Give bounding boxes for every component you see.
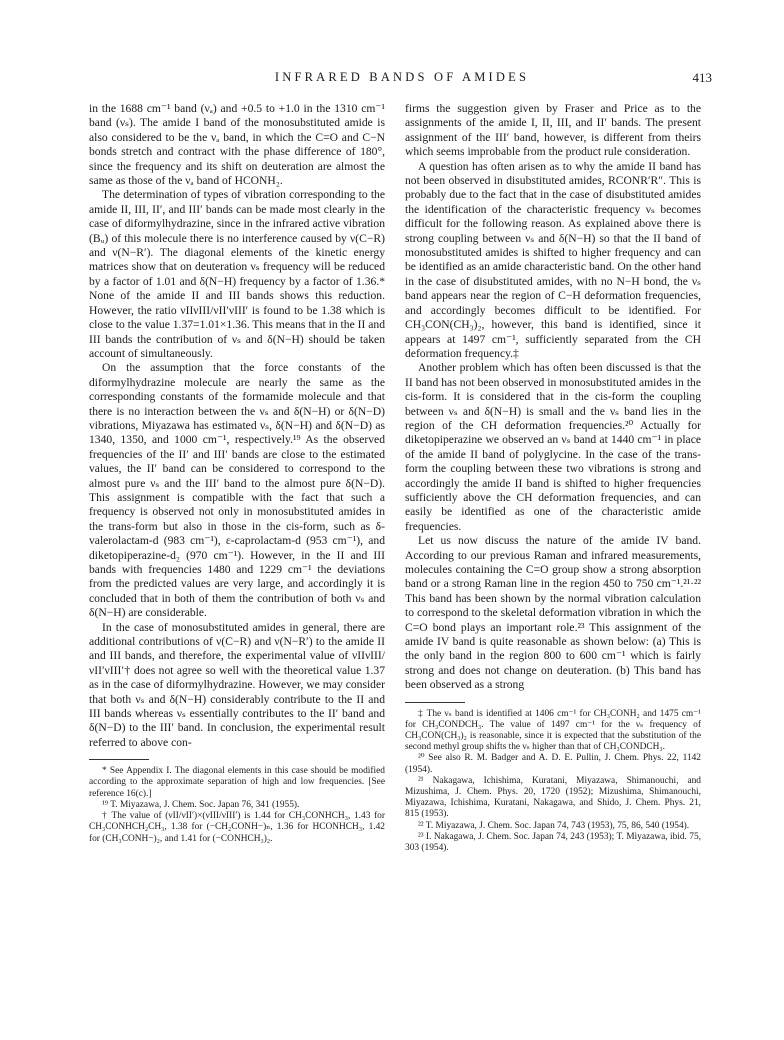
body-paragraph: On the assumption that the force constants of the diformylhydrazine molecule are nearly the same as the corresponding constants of the formamide molecule and that there is no interaction between the νₛ and δ(N−H) or δ(N−D) vibrations, Miyazawa has estimated νₛ, δ(N−H) and δ(N−D) as 1340, 1350, and 1000 cm⁻¹, respectively.¹⁹ As the observed frequencies of the II′ and III′ bands are close to the estimated values, the II′ band can be considered to correspond to the almost pure νₛ and the III′ band to the almost pure δ(N−D). This assignment is compatible with the fact that such a frequency is observed not only in monosubstituted amides in the trans-form but also in those in the cis-form, such as δ-valerolactam-d (983 cm⁻¹), ε-caprolactam-d (953 cm⁻¹), and diketopiperazine-d₂ (970 cm⁻¹). However, in the II and III bands with frequencies 1480 and 1229 cm⁻¹ the deviations from the predicted values are very large, and accordingly it is concluded that in both of them the contribution of both νₛ and δ(N−H) are considerable. [89,361,385,620]
body-paragraph: In the case of monosubstituted amides in general, there are additional contributions of ν(C−R) and ν(N−R′) to the amide II and III bands, and therefore, the experimental value of νIIνIII/νII′νIII′† does not agree so well with the theoretical value 1.37 as in the case of diformylhydrazine. However, we may consider that both νₛ and δ(N−H) considerably contribute to the II and III bands whereas νₛ essentially contributes to the II′ band and δ(N−D) to the III′ band. In conclusion, the experimental result referred to above con- [89,620,385,749]
footnote: ²¹ Nakagawa, Ichishima, Kuratani, Miyazawa, Shimanouchi, and Mizushima, J. Chem. Phys. 20, 1720 (1952); Mizushima, Shimanouchi, Miyazawa, Ichishima, Kuratani, Nakagawa, and Shido, J. Chem. Phys. 21, 815 (1953). [405,775,701,820]
footnote: ²² T. Miyazawa, J. Chem. Soc. Japan 74, 743 (1953), 75, 86, 540 (1954). [418,820,690,831]
footnote: ²³ I. Nakagawa, J. Chem. Soc. Japan 74, 243 (1953); T. Miyazawa, ibid. 75, 303 (1954). [405,831,701,854]
body-paragraph: Let us now discuss the nature of the amide IV band. According to our previous Raman and infrared measurements, molecules containing the C=O group show a strong absorption band or a strong Raman line in the region 450 to 750 cm⁻¹.²¹·²² This band has been shown by the normal vibration calculation to correspond to the skeletal deformation vibration in which the C=O bond plays an important role.²³ This assignment of the amide IV band is quite reasonable as shown below: (a) This is the only band in the region 800 to 600 cm⁻¹ which is fairly strong and does not change on deuteration. (b) This band has been observed as a strong [405,534,701,692]
footnote: ‡ The νₛ band is identified at 1406 cm⁻¹ for CH₃CONH₂ and 1475 cm⁻¹ for CH₃CONDCH₃. The value of 1497 cm⁻¹ for the νₛ frequency of CH₃CON(CH₃)₂ is reasonable, since it is expected that the substitution of the second methyl group shifts the νₛ higher than that of CH₃CONDCH₃. [405,708,701,753]
footnote-divider [89,759,149,760]
footnote: ²⁰ See also R. M. Badger and A. D. E. Pullin, J. Chem. Phys. 22, 1142 (1954). [405,753,701,775]
footnote-divider [405,702,465,703]
body-paragraph: A question has often arisen as to why the amide II band has not been observed in disubstituted amides, RCONR′R″. This is probably due to the fact that in the case of disubstituted amides the identification of the characteristic frequency νₛ becomes difficult for the following reason. As explained above there is strong coupling between νₛ and δ(N−H) so that the II band of monosubstituted amides is shifted to higher frequency and can be identified as an amide characteristic band. On the other hand in the case of disubstituted amides, with no N−H bond, the νₛ band appears near the region of C−H deformation frequencies, and accordingly becomes difficult to be identified. For CH₃CON(CH₃)₂, however, this band is identified, since it appears at 1497 cm⁻¹, sufficiently separated from the CH deformation frequency.‡ [405,159,701,360]
body-paragraph: Another problem which has often been discussed is that the II band has not been observed in monosubstituted amides in the cis-form. It is considered that in the cis-form the coupling between νₛ and δ(N−H) is small and the νₛ band lies in the region of the CH deformation frequencies.²⁰ Actually for diketopiperazine we observed an νₛ band at 1440 cm⁻¹ in place of the amide II band of polyglycine. In the case of the trans-form the coupling between these two vibrations is strong and accordingly the amide II band is shifted to higher frequencies sufficiently above the CH deformation frequencies, and can easily be identified as one of the characteristic amide frequencies. [405,361,701,533]
footnote: ¹⁹ T. Miyazawa, J. Chem. Soc. Japan 76, 341 (1955). [102,799,300,810]
footnote: † The value of (νII/νII′)×(νIII/νIII′) is 1.44 for CH₃CONHCH₃, 1.43 for CH₃CONHCH₂CH₃, 1.38 for (−CH₂CONH−)ₙ, 1.36 for HCONHCH₃, 1.42 for (CH₃CONH−)₂, and 1.41 for (−CONHCH₃)₂. [89,811,385,844]
body-paragraph: The determination of types of vibration corresponding to the amide II, III, II′, and III′ bands can be made most clearly in the case of diformylhydrazine, since in the infrared active vibration (Bᵤ) of this molecule there is no interference caused by ν(C−R) and ν(N−R′). The diagonal elements of the kinetic energy matrices show that on deuteration νₛ frequency will be reduced by a factor of 1.01 and δ(N−H) frequency by a factor of 1.36.* None of the amide II and III bands shows this reduction. However, the ratio νIIνIII/νII′νIII′ is found to be 1.38 which is close to the value 1.37=1.01×1.36. This means that in the II and III bands the contribution of νₛ and δ(N−H) should be taken account of simultaneously. [89,188,385,360]
left-column [89,102,385,845]
page-number: 413 [692,70,712,85]
running-head: INFRARED BANDS OF AMIDES [274,70,530,84]
body-paragraph: firms the suggestion given by Fraser and Price as to the assignments of the amide I, II, III, and II′ bands. The present assignment of the III′ band, however, is different from theirs which seems improbable from the product rule consideration. [405,102,701,159]
right-column [405,102,701,854]
body-paragraph: in the 1688 cm⁻¹ band (νₐ) and +0.5 to +1.0 in the 1310 cm⁻¹ band (νₛ). The amide I band of the monosubstituted amide is also considered to be the νₐ band, in which the C=O and C−N bonds stretch and contract with the phase difference of 180°, since the frequency and its shift on deuteration are almost the same as those of the νₐ band of HCONH₂. [89,102,385,188]
footnote: * See Appendix I. The diagonal elements in this case should be modified according to the approximate separation of high and low frequencies. [See reference 16(c).] [89,766,385,799]
page-header [92,70,712,90]
